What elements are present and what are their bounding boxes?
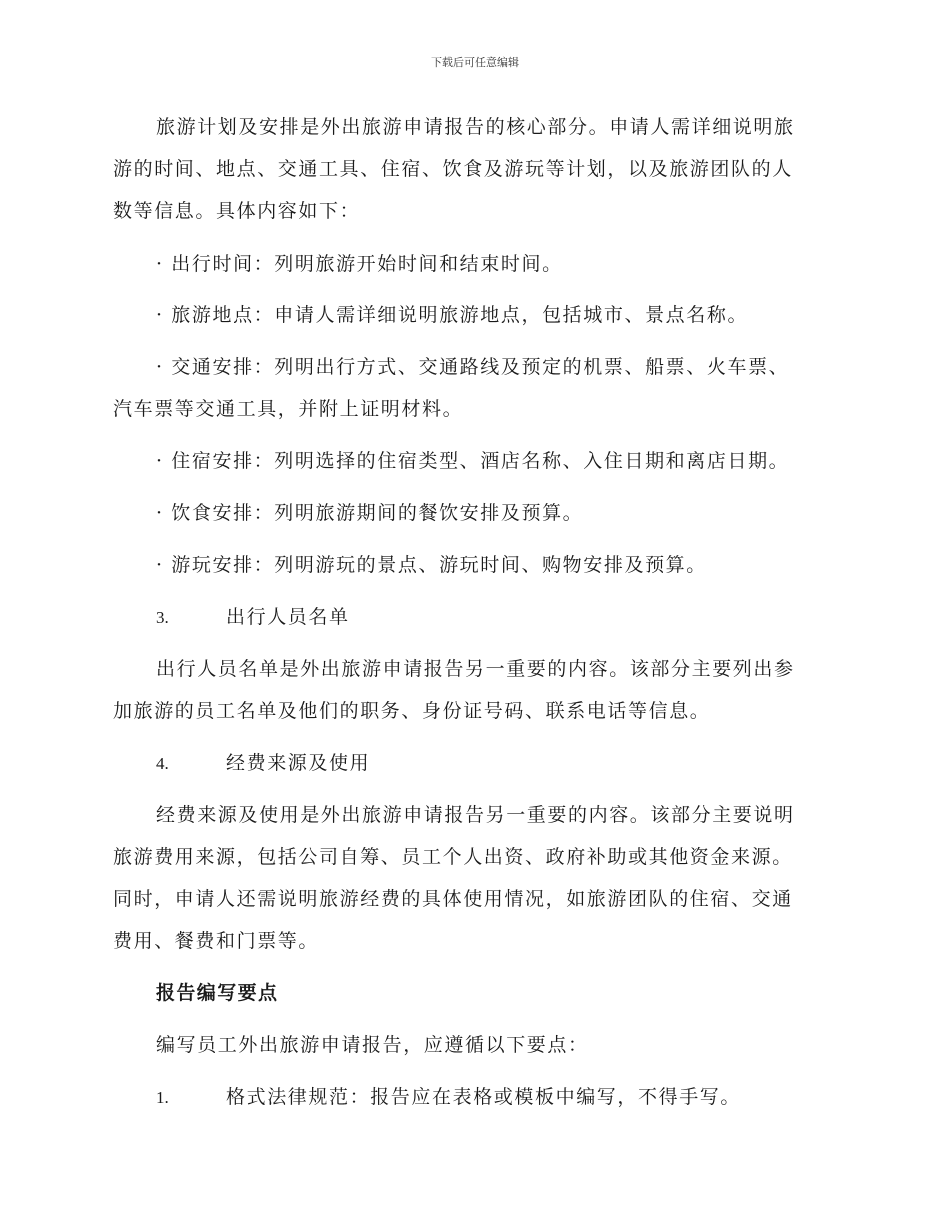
point-1-text: 格式法律规范：报告应在表格或模板中编写，不得手写。 — [226, 1086, 742, 1108]
intro-line-3: 数等信息。具体内容如下： — [113, 200, 361, 222]
bullet-transport-line-1: · 交通安排：列明出行方式、交通路线及预定的机票、船票、火车票、 — [156, 356, 790, 378]
section-3-number: 3. — [156, 608, 169, 627]
section-4-title: 经费来源及使用 — [226, 752, 371, 774]
point-1-number: 1. — [156, 1088, 169, 1107]
section-4-line-4: 费用、餐费和门票等。 — [113, 930, 320, 952]
bullet-meals: · 饮食安排：列明旅游期间的餐饮安排及预算。 — [156, 502, 584, 524]
point-1 — [156, 1076, 741, 1119]
section-3-title: 出行人员名单 — [226, 606, 350, 628]
section-3-heading — [156, 596, 350, 639]
bullet-travel-location: · 旅游地点：申请人需详细说明旅游地点，包括城市、景点名称。 — [156, 304, 749, 326]
report-heading: 报告编写要点 — [156, 982, 279, 1004]
page-header: 下载后可任意编辑 — [431, 56, 519, 69]
bullet-travel-time: · 出行时间：列明旅游开始时间和结束时间。 — [156, 253, 563, 275]
section-4-line-1: 经费来源及使用是外出旅游申请报告另一重要的内容。该部分主要说明 — [156, 804, 795, 826]
section-3-line-2: 加旅游的员工名单及他们的职务、身份证号码、联系电话等信息。 — [113, 700, 711, 722]
bullet-activities: · 游玩安排：列明游玩的景点、游玩时间、购物安排及预算。 — [156, 554, 707, 576]
section-3-line-1: 出行人员名单是外出旅游申请报告另一重要的内容。该部分主要列出参 — [156, 658, 795, 680]
bullet-transport-line-2: 汽车票等交通工具，并附上证明材料。 — [113, 398, 464, 420]
section-4-heading — [156, 742, 370, 785]
intro-line-1: 旅游计划及安排是外出旅游申请报告的核心部分。申请人需详细说明旅 — [156, 116, 795, 138]
section-4-number: 4. — [156, 754, 169, 773]
bullet-accommodation: · 住宿安排：列明选择的住宿类型、酒店名称、入住日期和离店日期。 — [156, 450, 790, 472]
section-4-line-3: 同时，申请人还需说明旅游经费的具体使用情况，如旅游团队的住宿、交通 — [113, 888, 793, 910]
section-4-line-2: 旅游费用来源，包括公司自筹、员工个人出资、政府补助或其他资金来源。 — [113, 846, 793, 868]
intro-line-2: 游的时间、地点、交通工具、住宿、饮食及游玩等计划，以及旅游团队的人 — [113, 158, 793, 180]
report-intro: 编写员工外出旅游申请报告，应遵循以下要点： — [156, 1034, 589, 1056]
